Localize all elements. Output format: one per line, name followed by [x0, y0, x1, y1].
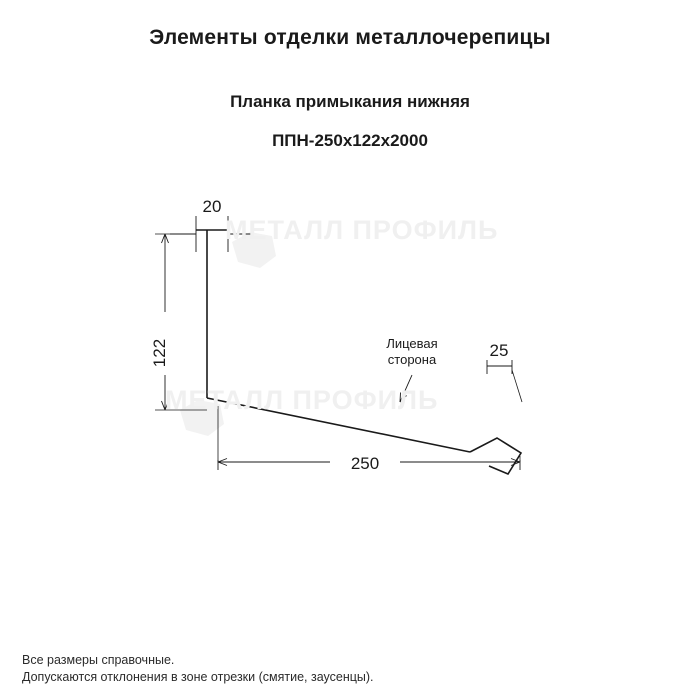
footer-line-2: Допускаются отклонения в зоне отрезки (смятие, заусенцы).	[22, 670, 374, 684]
watermark-bottom: МЕТАЛЛ ПРОФИЛЬ	[165, 385, 439, 415]
profile-outline	[196, 230, 521, 474]
title-block	[0, 24, 700, 153]
dimension-20-label: 20	[202, 197, 222, 216]
dimension-122-label: 122	[150, 338, 169, 368]
technical-drawing	[0, 170, 700, 530]
face-side-label-line1: Лицевая	[386, 336, 438, 351]
page-title: Элементы отделки металлочерепицы	[149, 26, 551, 49]
product-name: Планка примыкания нижняя	[230, 92, 470, 111]
dimension-250-label: 250	[350, 454, 380, 473]
dimension-25	[487, 360, 522, 402]
product-code: ППН-250х122х2000	[272, 131, 428, 150]
footer-line-1: Все размеры справочные.	[22, 653, 175, 667]
dimension-25-label: 25	[489, 341, 509, 360]
footer-note	[22, 652, 374, 686]
watermark-top: МЕТАЛЛ ПРОФИЛЬ	[225, 215, 499, 245]
dimension-122	[155, 234, 207, 410]
face-side-label-line2: сторона	[387, 352, 437, 367]
